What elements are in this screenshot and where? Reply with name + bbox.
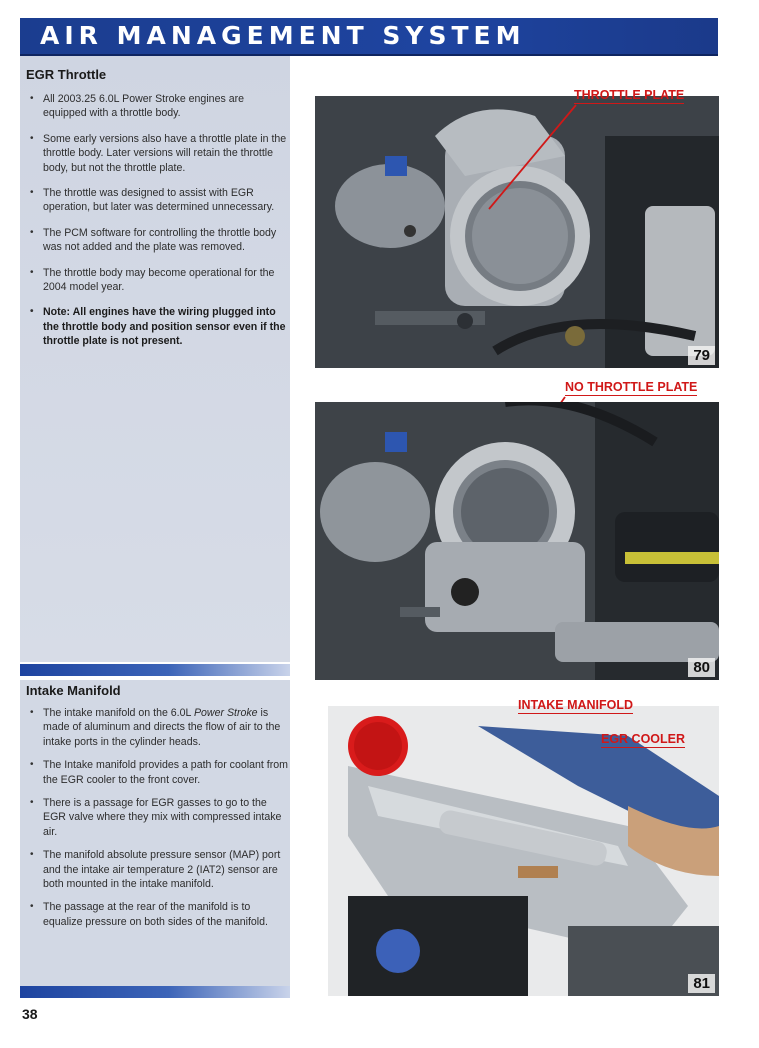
- callout-egr-cooler: EGR COOLER: [601, 732, 686, 746]
- bullet-list-egr-throttle: [22, 92, 288, 360]
- page-number: 38: [22, 1006, 38, 1022]
- bullet-note: • Note: All engines have the wiring plugged into the throttle body and position sensor even if the throttle plate is not present.: [22, 305, 288, 348]
- bullet-item: • Some early versions also have a throttle plate in the throttle body. Later versions will retain the throttle body, but not the throttle plate.: [22, 132, 288, 175]
- figure-number: 79: [688, 346, 715, 365]
- bullet-text: is made of aluminum and directs the flow of air to the intake ports in the cylinder heads.: [43, 707, 281, 748]
- bullet-item: • The manifold absolute pressure sensor (MAP) port and the intake air temperature 2 (IAT2) sensor are both mounted in the intake manifold.: [22, 848, 288, 891]
- bullet-text-italic: Power Stroke: [193, 707, 258, 719]
- section-title-egr-throttle: EGR Throttle: [26, 67, 107, 82]
- bullet-item: • The throttle body may become operational for the 2004 model year.: [22, 266, 288, 295]
- callout-intake-manifold: INTAKE MANIFOLD: [518, 698, 634, 712]
- bullet-item: • There is a passage for EGR gasses to go to the EGR valve where they mix with compressed intake air.: [22, 796, 288, 839]
- callout-throttle-plate: THROTTLE PLATE: [574, 88, 685, 102]
- divider-bar: [20, 664, 290, 676]
- bullet-item: • The throttle was designed to assist with EGR operation, but later was determined unnecessary.: [22, 186, 288, 215]
- bullet-item: • The passage at the rear of the manifold is to equalize pressure on both sides of the manifold.: [22, 900, 288, 929]
- bullet-text: The intake manifold on the 6.0L: [43, 707, 194, 719]
- bullet-list-intake-manifold: [22, 706, 288, 938]
- engine-illustration: [328, 706, 719, 996]
- photo-throttle-body-without-plate: [315, 402, 719, 680]
- figure-number: 80: [688, 658, 715, 677]
- bullet-item: [22, 706, 288, 749]
- section-title-intake-manifold: Intake Manifold: [26, 683, 121, 698]
- photo-intake-manifold: [328, 706, 719, 996]
- divider-bar: [20, 986, 290, 998]
- engine-illustration: [315, 96, 719, 368]
- figure-number: 81: [688, 974, 715, 993]
- section-header: [20, 18, 718, 56]
- bullet-item: • All 2003.25 6.0L Power Stroke engines are equipped with a throttle body.: [22, 92, 288, 121]
- callout-no-throttle-plate: NO THROTTLE PLATE: [565, 380, 698, 394]
- page-title: AIR MANAGEMENT SYSTEM: [40, 21, 526, 50]
- engine-illustration: [315, 402, 719, 680]
- bullet-item: • The PCM software for controlling the throttle body was not added and the plate was removed.: [22, 226, 288, 255]
- photo-throttle-body-with-plate: [315, 96, 719, 368]
- bullet-item: • The Intake manifold provides a path for coolant from the EGR cooler to the front cover.: [22, 758, 288, 787]
